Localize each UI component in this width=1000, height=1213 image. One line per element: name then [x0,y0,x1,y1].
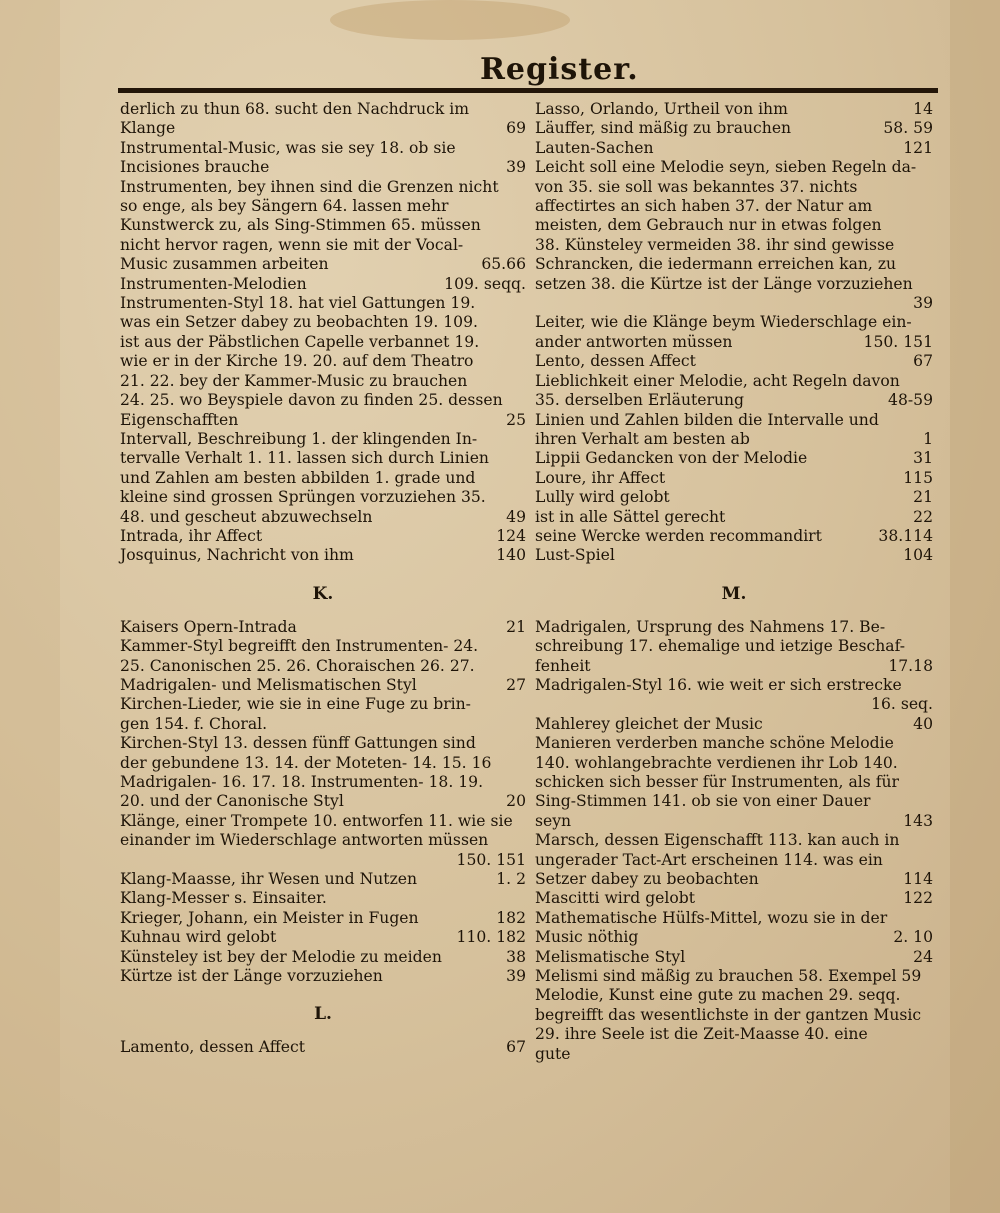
section-heading-l: L. [314,1004,332,1025]
index-entry [120,275,526,294]
index-entry [535,812,933,831]
entry-text: Klang-Maasse, ihr Wesen und Nutzen [120,870,418,889]
entry-text: Manieren verderben manche schöne Melodie [535,734,894,753]
entry-text: derlich zu thun 68. sucht den Nachdruck im [120,100,470,118]
index-entry [535,967,933,986]
index-entry [120,197,526,216]
entry-page-ref: 49 [506,507,526,526]
index-entry [120,948,526,967]
index-entry [120,469,526,488]
entry-text: Instrumental-Music, was sie sey 18. ob sie [120,138,456,157]
entry-text: Kammer-Styl begreifft den Instrumenten- 24. [120,637,479,656]
entry-text: ist in alle Sättel gerecht [535,507,726,526]
entry-text: Marsch, dessen Eigenschafft 113. kan auch in [535,831,900,850]
entry-text: was ein Setzer dabey zu beobachten 19. 109. [120,313,478,332]
entry-page-ref: 14 [913,100,933,118]
entry-page-ref: 31 [913,449,933,468]
index-entry [120,734,526,753]
index-entry [535,637,933,656]
entry-page-ref: 58. 59 [883,119,933,138]
index-entry [120,449,526,468]
entry-text: setzen 38. die Kürtze ist der Länge vorzuziehen [535,274,913,293]
index-entry [535,158,933,177]
entry-text: kleine sind grossen Sprüngen vorzuziehen 35. [120,488,486,507]
index-entry [120,773,526,792]
index-entry [120,255,526,274]
index-entry [535,773,933,792]
entry-page-ref: 2. 10 [893,928,933,947]
entry-text: ist aus der Päbstlichen Capelle verbannet 19. [120,332,480,351]
index-entry [120,967,526,986]
index-entries-i [120,100,526,566]
entry-page-ref: 182 [496,908,526,927]
entry-text: Mascitti wird gelobt [535,889,696,908]
entry-page-ref: 21 [506,617,526,636]
entry-text: seyn [535,811,572,830]
entry-text: Mathematische Hülfs-Mittel, wozu sie in der [535,908,888,927]
index-entry [535,216,933,235]
entry-text: Künsteley ist bey der Melodie zu meiden [120,947,442,966]
index-entry [120,618,526,637]
entry-text: Josquinus, Nachricht von ihm [120,546,354,565]
section-heading-m: M. [721,583,747,604]
entry-page-ref: 122 [903,889,933,908]
index-entries-m [535,618,933,1064]
index-entry [120,236,526,255]
entry-page-ref: 65.66 [481,255,526,274]
entry-text: Music nöthig [535,928,639,947]
entry-page-ref: 16. seq. [871,695,933,714]
entry-text: Linien und Zahlen bilden die Intervalle und [535,410,879,429]
entry-page-ref: 1. 2 [496,870,526,889]
entry-page-ref: 21 [913,488,933,507]
index-entry [535,333,933,352]
index-entry [120,119,526,138]
index-entry [535,139,933,158]
index-entry [535,948,933,967]
index-entry [120,812,526,831]
index-entry [535,1045,933,1064]
index-entry [535,372,933,391]
left-column [120,100,526,1058]
entry-text: tervalle Verhalt 1. 11. lassen sich durch Linien [120,449,489,468]
entry-text: 29. ihre Seele ist die Zeit-Maasse 40. eine [535,1025,868,1044]
entry-page-ref: 17.18 [888,656,933,675]
index-entry [120,657,526,676]
entry-text: 35. derselben Erläuterung [535,391,745,410]
entry-text: Instrumenten, bey ihnen sind die Grenzen nicht [120,177,499,196]
entry-text: affectirtes an sich haben 37. der Natur am [535,197,873,216]
index-entry [120,178,526,197]
entry-text: Kirchen-Styl 13. dessen fünff Gattungen sind [120,734,476,753]
entry-page-ref: 150. 151 [863,332,933,351]
index-entry [120,928,526,947]
index-entry [120,372,526,391]
index-entry [120,889,526,908]
index-entry [120,1038,526,1057]
entry-text: Kaisers Opern-Intrada [120,617,297,636]
index-entries-k [120,618,526,987]
entry-text: Sing-Stimmen 141. ob sie von einer Dauer [535,792,871,811]
index-entry [120,391,526,410]
entry-text: begreifft das wesentlichste in der gantzen Music [535,1005,922,1024]
entry-text: seine Wercke werden recommandirt [535,526,822,545]
index-entry [535,255,933,274]
index-entry [535,870,933,889]
entry-text: Schrancken, die iedermann erreichen kan, zu [535,255,897,274]
index-entry [535,546,933,565]
index-entry [120,715,526,734]
index-entry [535,197,933,216]
entry-text: Lully wird gelobt [535,488,670,507]
index-entry [535,178,933,197]
entry-text: Madrigalen, Ursprung des Nahmens 17. Be- [535,617,886,636]
index-entry [120,754,526,773]
index-entry [535,657,933,676]
index-entry [120,909,526,928]
index-entry [120,527,526,546]
index-entry [535,411,933,430]
entry-text: Lieblichkeit einer Melodie, acht Regeln davon [535,371,900,390]
entry-text: Eigenschafften [120,410,239,429]
index-entry [535,508,933,527]
entry-text: Kürtze ist der Länge vorzuziehen [120,967,383,986]
entry-page-ref: 40 [913,714,933,733]
index-entry [535,1025,933,1044]
entry-text: 25. Canonischen 25. 26. Choraischen 26. 27. [120,656,475,675]
entry-text: Madrigalen-Styl 16. wie weit er sich erstrecke [535,675,902,694]
index-entry [535,831,933,850]
entry-text: Kunstwerck zu, als Sing-Stimmen 65. müssen [120,216,481,235]
page-edge-shadow [950,0,1000,1213]
entry-text: Melismi sind mäßig zu brauchen 58. Exempel 59 [535,967,922,986]
index-entry [535,430,933,449]
index-entry [535,119,933,138]
index-entry [535,909,933,928]
index-entry [120,294,526,313]
entry-page-ref: 20 [506,792,526,811]
index-entry [535,715,933,734]
page-edge-shadow [0,0,60,1213]
section-heading-k: K. [312,583,334,604]
index-entry [535,527,933,546]
index-entries-l-continued [535,100,933,566]
entry-text: ander antworten müssen [535,332,733,351]
entry-page-ref: 24 [913,947,933,966]
entry-text: Incisiones brauche [120,158,270,177]
index-entry [120,695,526,714]
entry-text: Music zusammen arbeiten [120,255,329,274]
entry-page-ref: 25 [506,410,526,429]
index-entry [535,928,933,947]
entry-text: 20. und der Canonische Styl [120,792,344,811]
entry-text: Lasso, Orlando, Urtheil von ihm [535,100,788,118]
entry-text: Mahlerey gleichet der Music [535,714,763,733]
entry-text: schreibung 17. ehemalige und ietzige Beschaf- [535,637,906,656]
index-entry [535,391,933,410]
index-entry [120,870,526,889]
entry-text: Lippii Gedancken von der Melodie [535,449,808,468]
entry-page-ref: 38.114 [878,526,933,545]
index-entry [535,449,933,468]
entry-text: Krieger, Johann, ein Meister in Fugen [120,908,419,927]
index-entry [120,139,526,158]
entry-text: 140. wohlangebrachte verdienen ihr Lob 140. [535,753,898,772]
entry-page-ref: 39 [913,294,933,313]
entry-text: Melodie, Kunst eine gute zu machen 29. seqq. [535,986,901,1005]
page-title: Register. [480,52,639,87]
index-entry [535,754,933,773]
entry-text: Lento, dessen Affect [535,352,696,371]
entry-page-ref: 109. seqq. [444,274,526,293]
index-entry [120,430,526,449]
index-entry [120,333,526,352]
entry-text: Leiter, wie die Klänge beym Wiederschlage ein- [535,313,912,332]
right-column [535,100,933,1064]
index-entry [535,236,933,255]
entry-page-ref: 48-59 [888,391,933,410]
index-entry [120,216,526,235]
entry-text: schicken sich besser für Instrumenten, als für [535,773,899,791]
entry-text: Läuffer, sind mäßig zu brauchen [535,119,792,138]
index-entry [120,488,526,507]
entry-page-ref: 114 [903,870,933,889]
entry-text: Klänge, einer Trompete 10. entworfen 11. wie sie [120,811,513,830]
entry-text: und Zahlen am besten abbilden 1. grade und [120,468,476,487]
entry-text: 48. und gescheut abzuwechseln [120,507,373,526]
entry-text: Madrigalen- 16. 17. 18. Instrumenten- 18. 19. [120,773,484,791]
entry-page-ref: 39 [506,158,526,177]
entry-text: Melismatische Styl [535,947,686,966]
index-entry [535,469,933,488]
index-entry [535,676,933,695]
index-entry [120,313,526,332]
entry-page-ref: 121 [903,138,933,157]
index-entry [535,792,933,811]
index-entry [535,352,933,371]
index-entry [535,618,933,637]
index-entry [120,637,526,656]
page-stain [330,0,570,40]
index-entry [120,352,526,371]
entry-page-ref: 39 [506,967,526,986]
entry-page-ref: 104 [903,546,933,565]
entry-text: Lust-Spiel [535,546,615,565]
index-entry [120,546,526,565]
entry-page-ref: 1 [923,429,933,448]
entry-text: Kuhnau wird gelobt [120,928,277,947]
entry-page-ref: 22 [913,507,933,526]
entry-text: wie er in der Kirche 19. 20. auf dem Theatro [120,352,474,371]
index-entry [120,851,526,870]
header-rule [118,88,938,93]
entry-text: meisten, dem Gebrauch nur in etwas folgen [535,216,882,235]
index-entry [535,294,933,313]
index-entry [535,100,933,119]
index-entry [120,100,526,119]
entry-page-ref: 115 [903,468,933,487]
index-entry [120,158,526,177]
entry-text: 38. Künsteley vermeiden 38. ihr sind gewisse [535,235,895,254]
entry-page-ref: 150. 151 [456,850,526,869]
index-entry [120,676,526,695]
entry-text: nicht hervor ragen, wenn sie mit der Vocal- [120,235,464,254]
index-entries-l [120,1038,526,1057]
entry-text: fenheit [535,656,591,675]
index-entry [535,986,933,1005]
entry-page-ref: 140 [496,546,526,565]
index-entry [120,792,526,811]
index-entry [535,1006,933,1025]
entry-text: gute [535,1044,571,1063]
index-entry [535,734,933,753]
index-entry [535,313,933,332]
entry-text: Lamento, dessen Affect [120,1038,306,1057]
entry-page-ref: 67 [506,1038,526,1057]
index-entry [535,851,933,870]
entry-page-ref: 143 [903,811,933,830]
entry-text: der gebundene 13. 14. der Moteten- 14. 15. 16 [120,753,492,772]
entry-text: ungerader Tact-Art erscheinen 114. was ein [535,850,883,869]
entry-text: so enge, als bey Sängern 64. lassen mehr [120,197,449,216]
entry-page-ref: 38 [506,947,526,966]
index-entry [120,411,526,430]
entry-text: 21. 22. bey der Kammer-Music zu brauchen [120,371,468,390]
entry-text: Leicht soll eine Melodie seyn, sieben Regeln da- [535,158,917,177]
entry-page-ref: 110. 182 [456,928,526,947]
entry-text: Kirchen-Lieder, wie sie in eine Fuge zu brin- [120,695,471,714]
index-entry [120,831,526,850]
entry-text: 24. 25. wo Beyspiele davon zu finden 25. dessen [120,391,503,410]
entry-text: Instrumenten-Melodien [120,274,307,293]
entry-text: Setzer dabey zu beobachten [535,870,759,889]
index-entry [120,508,526,527]
entry-text: Madrigalen- und Melismatischen Styl [120,675,417,694]
entry-text: einander im Wiederschlage antworten müssen [120,831,489,850]
entry-text: Intervall, Beschreibung 1. der klingenden In- [120,429,478,448]
entry-text: ihren Verhalt am besten ab [535,429,750,448]
entry-page-ref: 27 [506,675,526,694]
index-entry [535,275,933,294]
index-entry [535,889,933,908]
entry-page-ref: 124 [496,526,526,545]
entry-page-ref: 67 [913,352,933,371]
entry-text: Loure, ihr Affect [535,468,666,487]
entry-text: gen 154. f. Choral. [120,714,268,733]
entry-text: Intrada, ihr Affect [120,526,263,545]
entry-text: Klange [120,119,176,138]
entry-text: Instrumenten-Styl 18. hat viel Gattungen 19. [120,294,476,313]
entry-text: Klang-Messer s. Einsaiter. [120,889,327,908]
entry-text: von 35. sie soll was bekanntes 37. nichts [535,177,858,196]
entry-page-ref: 69 [506,119,526,138]
entry-text: Lauten-Sachen [535,138,654,157]
index-entry [535,488,933,507]
index-entry [535,695,933,714]
